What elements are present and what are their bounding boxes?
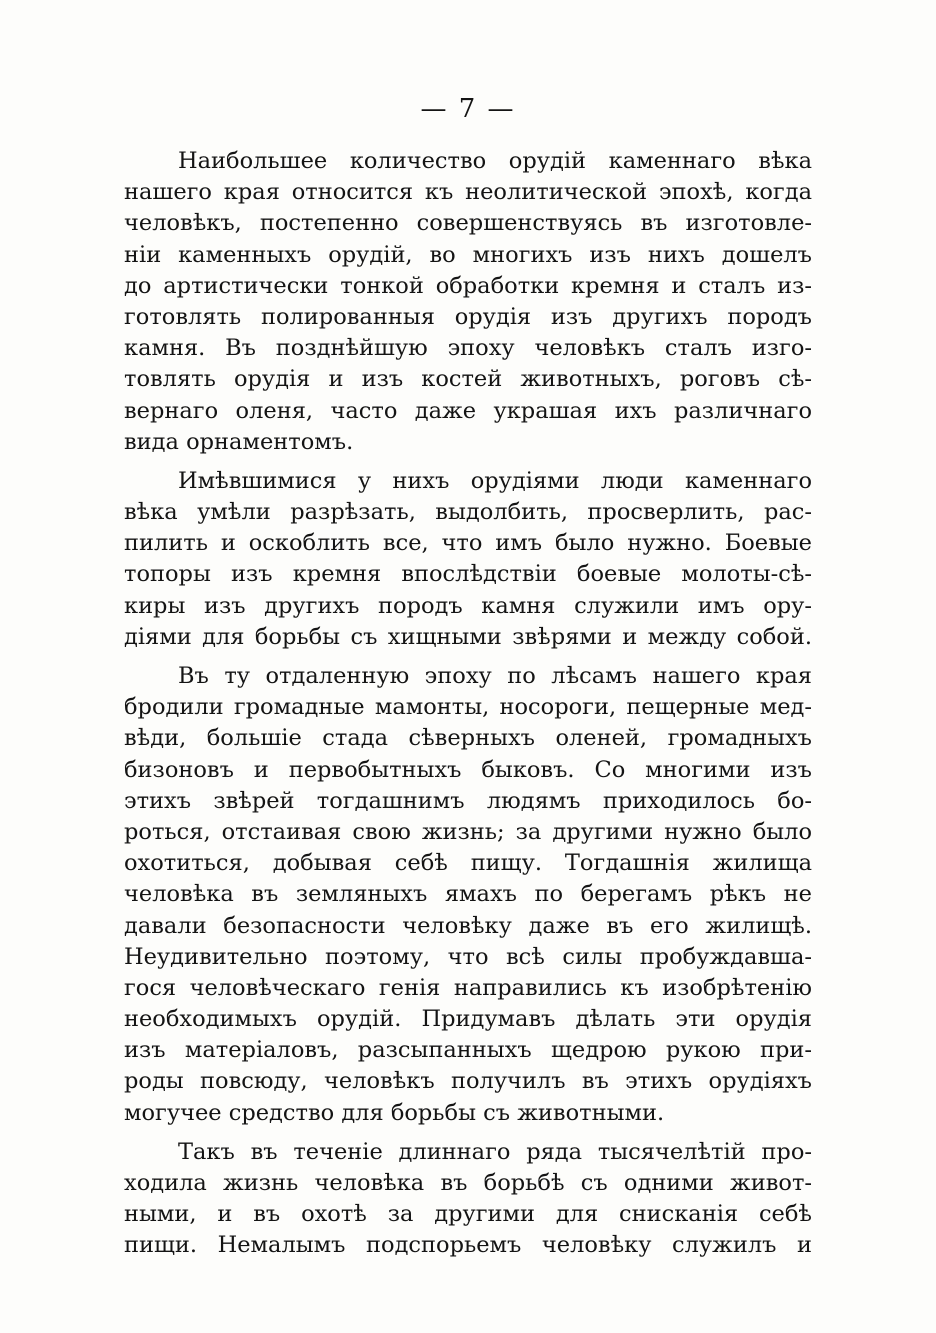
text-line: могучее средство для борьбы съ животными. — [124, 1099, 665, 1126]
text-line: изъ матеріаловъ, разсыпанныхъ щедрою рукою при- — [124, 1037, 812, 1064]
text-line: Имѣвшимися у нихъ орудіями люди каменнаго — [178, 467, 812, 494]
text-line: діями для борьбы съ хищными звѣрями и между собой. — [124, 623, 812, 650]
text-line: топоры изъ кремня впослѣдствіи боевые молоты-сѣ- — [124, 561, 812, 588]
text-line: ными, и въ охотѣ за другими для снисканія себѣ — [124, 1201, 812, 1228]
text-line: готовлять полированныя орудія изъ другихъ породъ — [124, 303, 812, 330]
page-number: — 7 — — [420, 94, 516, 124]
text-line: пищи. Немалымъ подспорьемъ человѣку служилъ и — [124, 1232, 812, 1259]
paragraph-gap — [124, 458, 812, 466]
text-line: киры изъ другихъ породъ камня служили имъ ору- — [124, 592, 812, 619]
paragraph-3 — [124, 661, 812, 1129]
text-line: вѣка умѣли разрѣзать, выдолбить, просверлить, рас- — [124, 499, 812, 526]
paragraph-gap — [124, 653, 812, 661]
text-line: роды повсюду, человѣкъ получилъ въ этихъ орудіяхъ — [124, 1068, 812, 1095]
text-line: Такъ въ теченіе длиннаго ряда тысячелѣтій про- — [178, 1138, 812, 1165]
paragraph-4 — [124, 1137, 812, 1262]
paragraph-gap — [124, 1129, 812, 1137]
text-line: бизоновъ и первобытныхъ быковъ. Со многими изъ — [124, 756, 812, 783]
text-line: вида орнаментомъ. — [124, 428, 354, 455]
text-line: Наибольшее количество орудій каменнаго вѣка — [178, 148, 812, 174]
text-line: камня. Въ позднѣйшую эпоху человѣкъ сталъ изго- — [124, 335, 812, 362]
text-line: вѣди, большіе стада сѣверныхъ оленей, громадныхъ — [124, 725, 812, 752]
text-line: необходимыхъ орудій. Придумавъ дѣлать эти орудія — [124, 1006, 812, 1033]
text-line: нашего края относится къ неолитической эпохѣ, когда — [124, 179, 812, 206]
text-line: до артистически тонкой обработки кремня и сталъ из- — [124, 272, 812, 299]
body-text — [124, 146, 812, 1262]
text-line: давали безопасности человѣку даже въ его жилищѣ. — [124, 912, 812, 939]
text-line: гося человѣческаго генія направились къ изобрѣтенію — [124, 974, 812, 1001]
text-line: пилить и оскоблить все, что имъ было нужно. Боевые — [124, 530, 812, 557]
text-line: человѣка въ земляныхъ ямахъ по берегамъ рѣкъ не — [124, 881, 812, 908]
text-line: ходила жизнь человѣка въ борьбѣ съ одними живот- — [124, 1170, 812, 1196]
text-line: товлять орудія и изъ костей животныхъ, роговъ сѣ- — [124, 366, 812, 393]
text-line: роться, отстаивая свою жизнь; за другими нужно было — [124, 818, 812, 845]
text-line: охотиться, добывая себѣ пищу. Тогдашнія жилища — [124, 850, 812, 877]
text-line: человѣкъ, постепенно совершенствуясь въ изготовле- — [124, 210, 812, 237]
text-line: ніи каменныхъ орудій, во многихъ изъ нихъ дошелъ — [124, 241, 812, 268]
text-line: Неудивительно поэтому, что всѣ силы пробуждавша- — [124, 943, 812, 970]
text-line: бродили громадные мамонты, носороги, пещерные мед- — [124, 694, 812, 721]
paragraph-1 — [124, 146, 812, 458]
paragraph-2 — [124, 466, 812, 653]
text-line: вернаго оленя, часто даже украшая ихъ различнаго — [124, 397, 812, 424]
text-line: этихъ звѣрей тогдашнимъ людямъ приходилось бо- — [124, 787, 812, 814]
text-line: Въ ту отдаленную эпоху по лѣсамъ нашего края — [178, 663, 812, 689]
